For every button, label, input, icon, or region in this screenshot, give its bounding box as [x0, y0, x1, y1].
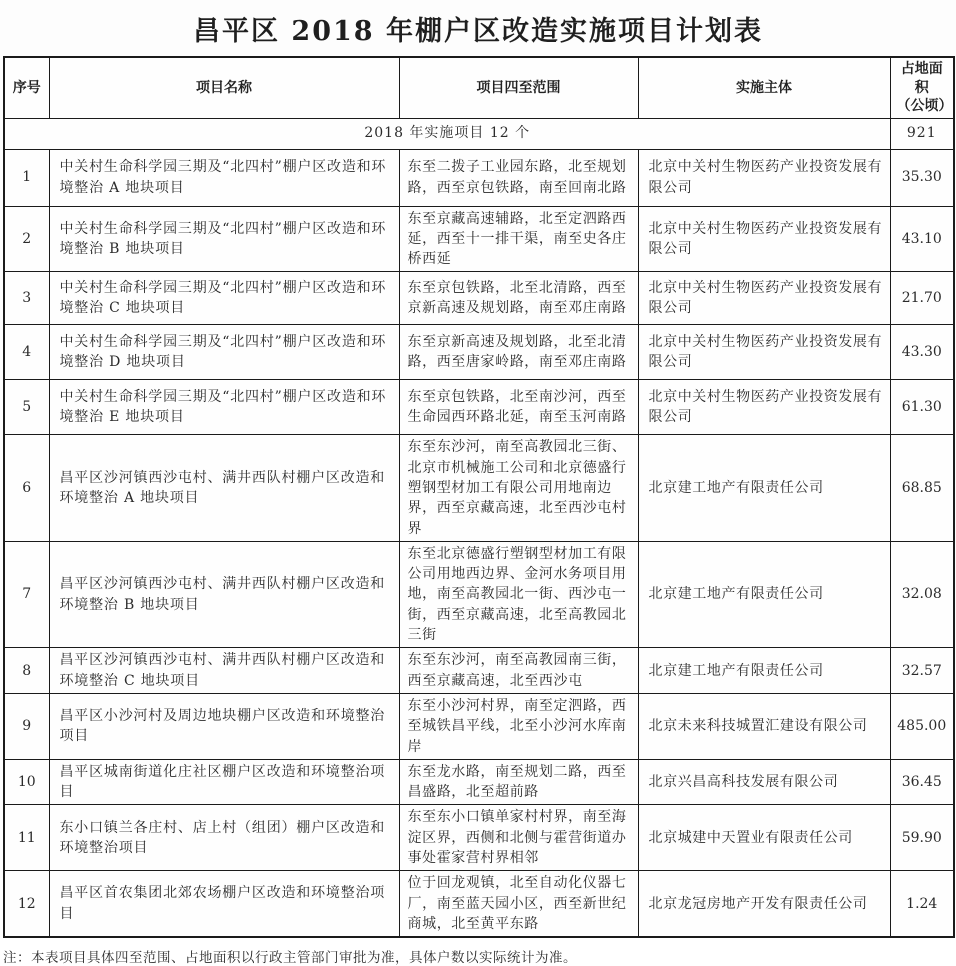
cell-seq: 7: [4, 541, 49, 647]
cell-project-name: 中关村生命科学园三期及“北四村”棚户区改造和环境整治 A 地块项目: [49, 149, 399, 206]
header-area: [890, 57, 954, 118]
header-entity: 实施主体: [638, 57, 890, 118]
cell-seq: 9: [4, 693, 49, 759]
cell-project-name: 东小口镇兰各庄村、店上村（组团）棚户区改造和环境整治项目: [49, 805, 399, 871]
cell-scope: 东至北京德盛行塑钢型材加工有限公司用地西边界、金河水务项目用地，南至高教园北一街、西沙屯一街，西至京藏高速，北至高教园北三街: [399, 541, 638, 647]
cell-area: 43.30: [890, 325, 954, 380]
cell-scope: 东至东沙河，南至高教园南三街，西至京藏高速，北至西沙屯: [399, 648, 638, 694]
table-header: [4, 57, 954, 118]
cell-seq: 10: [4, 759, 49, 805]
cell-entity: 北京未来科技城置汇建设有限公司: [638, 693, 890, 759]
summary-label: 2018 年实施项目 12 个: [4, 118, 890, 149]
header-area-line1: 占地面积: [900, 61, 943, 96]
cell-scope: 东至京包铁路，北至北清路，西至京新高速及规划路，南至邓庄南路: [399, 272, 638, 325]
cell-seq: 8: [4, 648, 49, 694]
cell-entity: 北京建工地产有限责任公司: [638, 541, 890, 647]
cell-area: 32.08: [890, 541, 954, 647]
header-project-name: 项目名称: [49, 57, 399, 118]
cell-entity: 北京中关村生物医药产业投资发展有限公司: [638, 272, 890, 325]
table-row: [4, 206, 954, 272]
cell-scope: 位于回龙观镇，北至自动化仪器七厂，南至蓝天园小区，西至新世纪商城，北至黄平东路: [399, 871, 638, 937]
cell-area: 32.57: [890, 648, 954, 694]
cell-area: 35.30: [890, 149, 954, 206]
cell-seq: 5: [4, 380, 49, 435]
cell-project-name: 中关村生命科学园三期及“北四村”棚户区改造和环境整治 B 地块项目: [49, 206, 399, 272]
cell-entity: 北京城建中天置业有限责任公司: [638, 805, 890, 871]
cell-seq: 1: [4, 149, 49, 206]
cell-entity: 北京兴昌高科技发展有限公司: [638, 759, 890, 805]
cell-project-name: 昌平区小沙河村及周边地块棚户区改造和环境整治项目: [49, 693, 399, 759]
cell-area: 1.24: [890, 871, 954, 937]
table-row: [4, 325, 954, 380]
cell-area: 485.00: [890, 693, 954, 759]
table-row: [4, 648, 954, 694]
page-title: 昌平区 2018 年棚户区改造实施项目计划表: [193, 16, 763, 47]
table-row: [4, 272, 954, 325]
cell-seq: 6: [4, 435, 49, 541]
cell-seq: 4: [4, 325, 49, 380]
cell-area: 43.10: [890, 206, 954, 272]
header-scope: 项目四至范围: [399, 57, 638, 118]
cell-project-name: 中关村生命科学园三期及“北四村”棚户区改造和环境整治 E 地块项目: [49, 380, 399, 435]
cell-scope: 东至龙水路，南至规划二路，西至昌盛路，北至超前路: [399, 759, 638, 805]
cell-area: 59.90: [890, 805, 954, 871]
cell-entity: 北京建工地产有限责任公司: [638, 435, 890, 541]
cell-entity: 北京中关村生物医药产业投资发展有限公司: [638, 380, 890, 435]
cell-area: 68.85: [890, 435, 954, 541]
cell-project-name: 昌平区城南街道化庄社区棚户区改造和环境整治项目: [49, 759, 399, 805]
cell-scope: 东至京包铁路，北至南沙河，西至生命园西环路北延，南至玉河南路: [399, 380, 638, 435]
cell-scope: 东至小沙河村界，南至定泗路，西至城铁昌平线，北至小沙河水库南岸: [399, 693, 638, 759]
cell-entity: 北京龙冠房地产开发有限责任公司: [638, 871, 890, 937]
cell-entity: 北京中关村生物医药产业投资发展有限公司: [638, 206, 890, 272]
cell-area: 21.70: [890, 272, 954, 325]
footnote: 注：本表项目具体四至范围、占地面积以行政主管部门审批为准，具体户数以实际统计为准。: [3, 950, 577, 966]
cell-project-name: 昌平区沙河镇西沙屯村、满井西队村棚户区改造和环境整治 A 地块项目: [49, 435, 399, 541]
project-plan-table: [3, 56, 955, 938]
cell-project-name: 昌平区沙河镇西沙屯村、满井西队村棚户区改造和环境整治 C 地块项目: [49, 648, 399, 694]
cell-scope: 东至二拨子工业园东路，北至规划路，西至京包铁路，南至回南北路: [399, 149, 638, 206]
table-row: [4, 759, 954, 805]
cell-seq: 3: [4, 272, 49, 325]
cell-area: 61.30: [890, 380, 954, 435]
header-area-line2: （公顷）: [896, 97, 953, 114]
table-summary: [4, 118, 954, 149]
table-body: [4, 149, 954, 937]
cell-seq: 12: [4, 871, 49, 937]
cell-scope: 东至京藏高速辅路，北至定泗路西延，西至十一排干渠，南至史各庄桥西延: [399, 206, 638, 272]
cell-scope: 东至东小口镇单家村村界，南至海淀区界，西侧和北侧与霍营街道办事处霍家营村界相邻: [399, 805, 638, 871]
cell-project-name: 昌平区沙河镇西沙屯村、满井西队村棚户区改造和环境整治 B 地块项目: [49, 541, 399, 647]
summary-row: [4, 118, 954, 149]
table-row: [4, 693, 954, 759]
cell-project-name: 中关村生命科学园三期及“北四村”棚户区改造和环境整治 C 地块项目: [49, 272, 399, 325]
cell-project-name: 中关村生命科学园三期及“北四村”棚户区改造和环境整治 D 地块项目: [49, 325, 399, 380]
table-row: [4, 541, 954, 647]
header-row: [4, 57, 954, 118]
cell-scope: 东至京新高速及规划路，北至北清路，西至唐家岭路，南至邓庄南路: [399, 325, 638, 380]
table-row: [4, 435, 954, 541]
cell-seq: 2: [4, 206, 49, 272]
table-row: [4, 871, 954, 937]
summary-area: 921: [890, 118, 954, 149]
table-row: [4, 805, 954, 871]
table-row: [4, 149, 954, 206]
cell-area: 36.45: [890, 759, 954, 805]
cell-entity: 北京中关村生物医药产业投资发展有限公司: [638, 325, 890, 380]
cell-project-name: 昌平区首农集团北郊农场棚户区改造和环境整治项目: [49, 871, 399, 937]
cell-entity: 北京中关村生物医药产业投资发展有限公司: [638, 149, 890, 206]
table-row: [4, 380, 954, 435]
cell-entity: 北京建工地产有限责任公司: [638, 648, 890, 694]
cell-scope: 东至东沙河，南至高教园北三街、北京市机械施工公司和北京德盛行塑钢型材加工有限公司用地南边界，西至京藏高速，北至西沙屯村界: [399, 435, 638, 541]
cell-seq: 11: [4, 805, 49, 871]
header-seq: 序号: [4, 57, 49, 118]
